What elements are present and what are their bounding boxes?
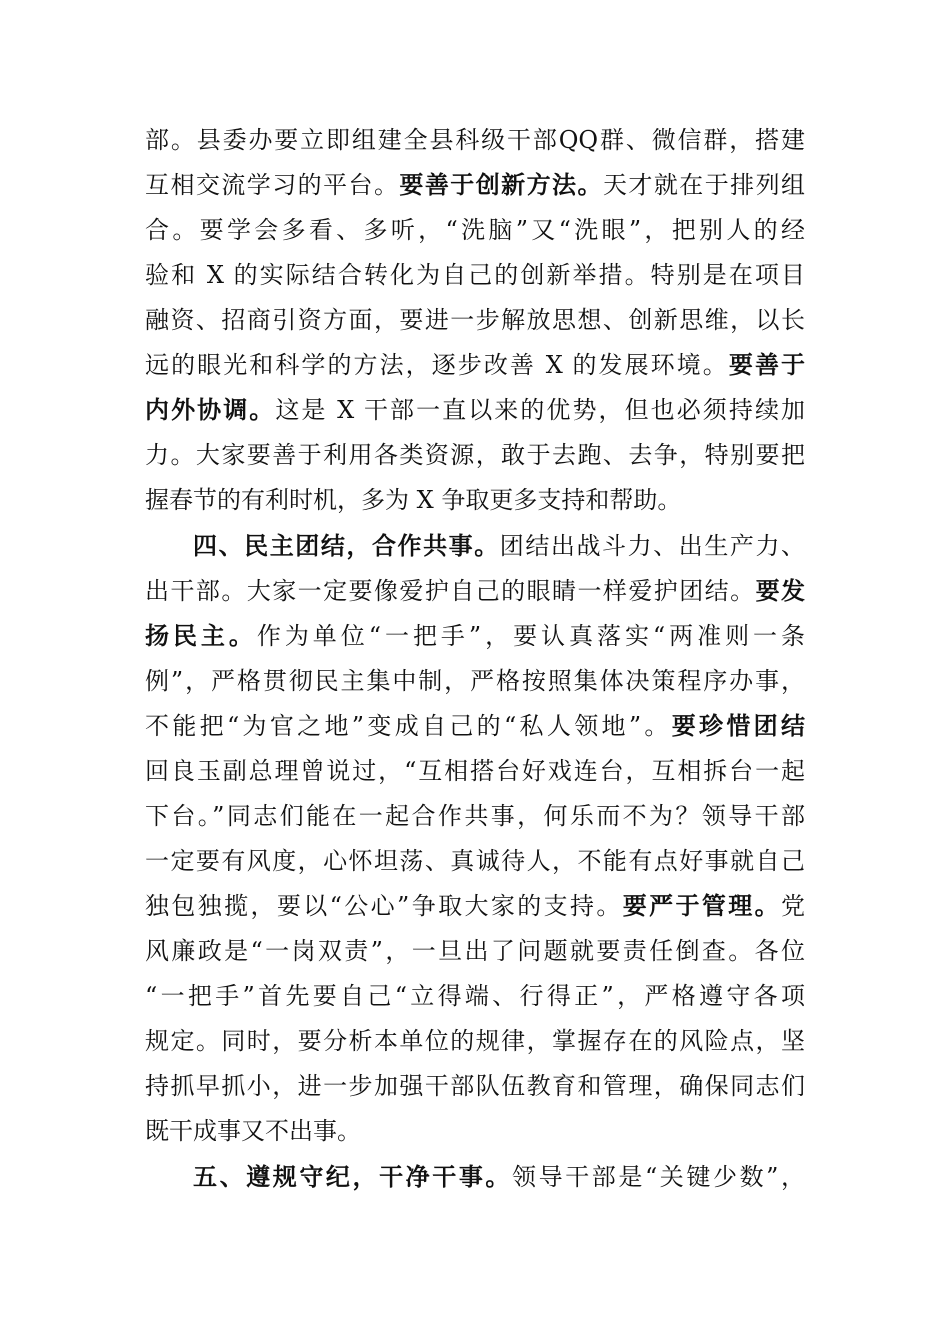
- text-line: [145, 796, 805, 836]
- text-segment: 下台。”同志们能在一起合作共事，何乐而不为？领导干部: [145, 802, 805, 830]
- text-line: [145, 931, 805, 971]
- text-line: [145, 1111, 805, 1151]
- bold-heading-segment: 要善于: [728, 351, 806, 379]
- text-line: [145, 886, 805, 926]
- text-segment: 回良玉副总理曾说过，“互相搭台好戏连台，互相拆台一起: [145, 757, 805, 785]
- bold-heading-segment: 内外协调。: [145, 396, 276, 424]
- text-line: [145, 300, 805, 340]
- bold-heading-segment: 要严于管理。: [622, 892, 782, 920]
- text-segment: “一把手”首先要自己“立得端、行得正”，严格遵守各项: [145, 982, 805, 1010]
- bold-heading-segment: 要善于创新方法。: [399, 171, 603, 199]
- text-segment: 天才就在于排列组: [602, 171, 806, 199]
- text-segment: 握春节的有利时机，多为 X 争取更多支持和帮助。: [145, 486, 682, 514]
- section-heading: 五、遵规守纪，干净干事。: [193, 1163, 513, 1191]
- text-segment: 作为单位“一把手”，要认真落实“两准则一条: [256, 622, 806, 650]
- text-segment: 既干成事又不出事。: [145, 1117, 361, 1145]
- text-line: [145, 210, 805, 250]
- text-line: [145, 390, 805, 430]
- text-line: [193, 526, 805, 566]
- text-segment: 力。大家要善于利用各类资源，敢于去跑、去争，特别要把: [145, 441, 805, 469]
- text-segment: 融资、招商引资方面，要进一步解放思想、创新思维，以长: [145, 306, 805, 334]
- bold-heading-segment: 要珍惜团结: [671, 712, 806, 740]
- bold-heading-segment: 扬民主。: [145, 622, 257, 650]
- text-line: [145, 480, 805, 520]
- text-line: [145, 345, 805, 385]
- text-line: [145, 616, 805, 656]
- text-segment: 风廉政是“一岗双责”，一旦出了问题就要责任倒查。各位: [145, 937, 805, 965]
- text-line: [145, 1021, 805, 1061]
- text-segment: 互相交流学习的平台。: [145, 171, 400, 199]
- text-segment: 合。要学会多看、多听，“洗脑”又“洗眼”，把别人的经: [145, 216, 805, 244]
- text-line: [193, 1157, 805, 1197]
- text-line: [145, 1066, 805, 1106]
- text-segment: 团结出战斗力、出生产力、: [499, 532, 806, 560]
- text-segment: 这是 X 干部一直以来的优势，但也必须持续加: [275, 396, 806, 424]
- text-segment: 领导干部是“关键少数”，: [512, 1163, 806, 1191]
- text-segment: 远的眼光和科学的方法，逐步改善 X 的发展环境。: [145, 351, 729, 379]
- text-segment: 部。县委办要立即组建全县科级干部QQ群、微信群，搭建: [145, 126, 805, 154]
- text-segment: 例”，严格贯彻民主集中制，严格按照集体决策程序办事，: [145, 667, 805, 695]
- text-line: [145, 165, 805, 205]
- text-line: [145, 976, 805, 1016]
- text-line: [145, 435, 805, 475]
- text-segment: 独包独揽，要以“公心”争取大家的支持。: [145, 892, 623, 920]
- text-segment: 出干部。大家一定要像爱护自己的眼睛一样爱护团结。: [145, 577, 756, 605]
- text-segment: 规定。同时，要分析本单位的规律，掌握存在的风险点，坚: [145, 1027, 805, 1055]
- text-line: [145, 841, 805, 881]
- text-line: [145, 120, 805, 160]
- bold-heading-segment: 要发: [755, 577, 806, 605]
- section-heading: 四、民主团结，合作共事。: [193, 532, 500, 560]
- text-line: [145, 751, 805, 791]
- text-segment: 持抓早抓小，进一步加强干部队伍教育和管理，确保同志们: [145, 1072, 805, 1100]
- text-segment: 一定要有风度，心怀坦荡、真诚待人，不能有点好事就自己: [145, 847, 805, 875]
- text-line: [145, 255, 805, 295]
- text-segment: 党: [781, 892, 806, 920]
- text-line: [145, 661, 805, 701]
- text-line: [145, 706, 805, 746]
- text-segment: 验和 X 的实际结合转化为自己的创新举措。特别是在项目: [145, 261, 805, 289]
- text-line: [145, 571, 805, 611]
- text-segment: 不能把“为官之地”变成自己的“私人领地”。: [145, 712, 672, 740]
